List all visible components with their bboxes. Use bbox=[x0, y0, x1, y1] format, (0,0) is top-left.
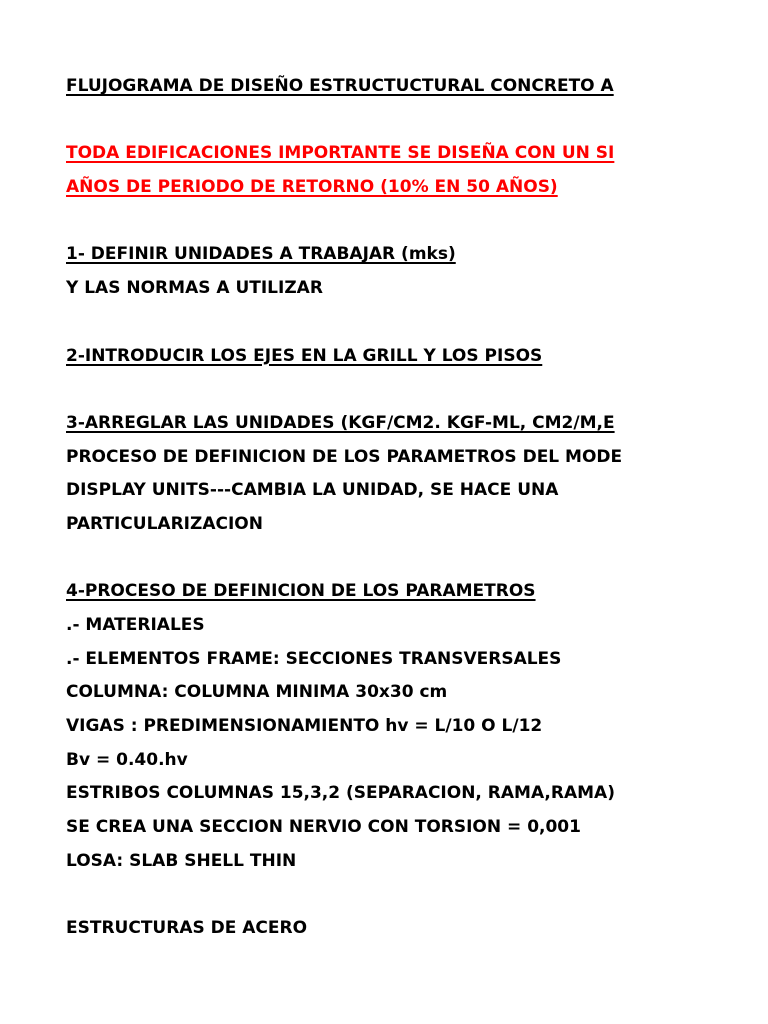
step1-heading: 1- DEFINIR UNIDADES A TRABAJAR (mks) bbox=[66, 244, 456, 265]
blank-line bbox=[66, 306, 650, 340]
step3-text: DISPLAY UNITS---CAMBIA LA UNIDAD, SE HACE UNA bbox=[66, 480, 559, 501]
step1-text: Y LAS NORMAS A UTILIZAR bbox=[66, 278, 323, 299]
step4-item: SE CREA UNA SECCION NERVIO CON TORSION = 0,001 bbox=[66, 817, 581, 838]
step4-item: .- MATERIALES bbox=[66, 615, 205, 635]
blank-line bbox=[66, 205, 650, 239]
step4-item: LOSA: SLAB SHELL THIN bbox=[66, 850, 297, 871]
step4-item: ESTRIBOS COLUMNAS 15,3,2 (SEPARACION, RAMA,RAMA) bbox=[66, 783, 615, 804]
notice-line-2: AÑOS DE PERIODO DE RETORNO (10% EN 50 AÑOS) bbox=[66, 177, 558, 198]
notice-line-1: TODA EDIFICACIONES IMPORTANTE SE DISEÑA CON UN SI bbox=[66, 143, 615, 164]
step4-item: Bv = 0.40.hv bbox=[66, 749, 188, 770]
section-heading: ESTRUCTURAS DE ACERO bbox=[66, 918, 308, 939]
document-title: FLUJOGRAMA DE DISEÑO ESTRUCTUCTURAL CONCRETO A bbox=[66, 76, 614, 96]
step3-heading: 3-ARREGLAR LAS UNIDADES (KGF/CM2. KGF-ML, CM2/M,E bbox=[66, 412, 615, 433]
step2-heading: 2-INTRODUCIR LOS EJES EN LA GRILL Y LOS PISOS bbox=[66, 345, 543, 366]
step3-text: PROCESO DE DEFINICION DE LOS PARAMETROS DEL MODE bbox=[66, 446, 623, 467]
document-body bbox=[66, 70, 650, 946]
step4-item: .- ELEMENTOS FRAME: SECCIONES TRANSVERSALES bbox=[66, 648, 562, 669]
step4-item: VIGAS : PREDIMENSIONAMIENTO hv = L/10 O L/12 bbox=[66, 716, 543, 737]
step4-item: COLUMNA: COLUMNA MINIMA 30x30 cm bbox=[66, 682, 448, 703]
blank-line bbox=[66, 879, 650, 913]
step4-heading: 4-PROCESO DE DEFINICION DE LOS PARAMETROS bbox=[66, 581, 536, 602]
step3-text: PARTICULARIZACION bbox=[66, 513, 263, 534]
blank-line bbox=[66, 104, 650, 138]
blank-line bbox=[66, 542, 650, 576]
blank-line bbox=[66, 373, 650, 407]
